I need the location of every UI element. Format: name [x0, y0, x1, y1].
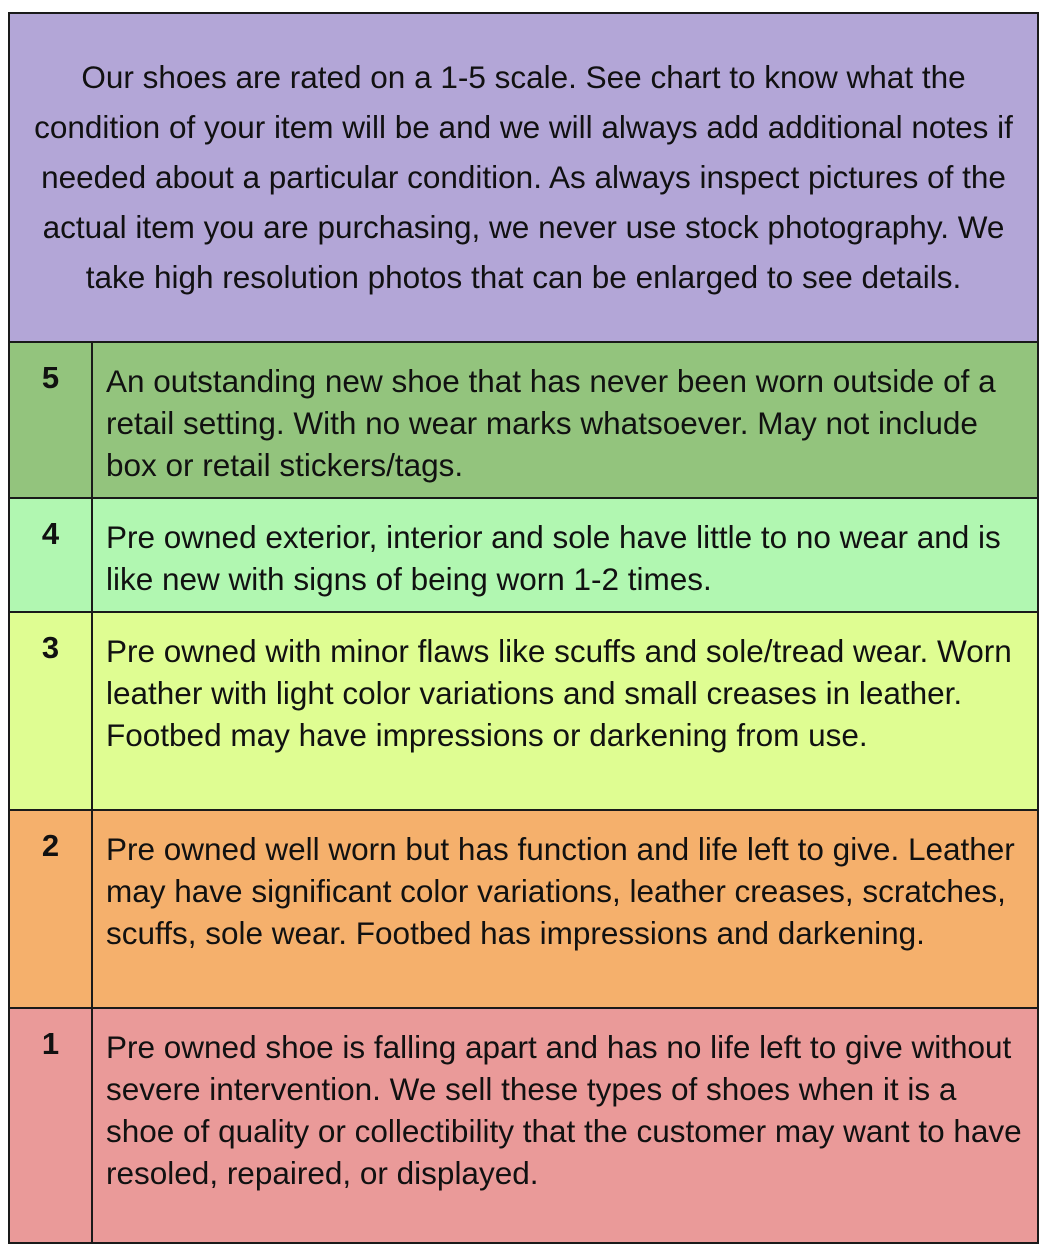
- rating-value: 5: [10, 343, 93, 497]
- rating-description: Pre owned exterior, interior and sole have little to no wear and is like new with signs of being worn 1-2 times.: [106, 519, 1001, 597]
- rating-value: 4: [10, 499, 93, 611]
- rating-description: Pre owned with minor flaws like scuffs and sole/tread wear. Worn leather with light color variations and small creases in leather. Footbed may have impressions or darkening from use.: [106, 633, 1012, 753]
- rating-row-2: [10, 811, 1037, 1009]
- intro-text: Our shoes are rated on a 1-5 scale. See chart to know what the condition of your item will be and we will always add additional notes if needed about a particular condition. As always inspect pictures of the actual item you are purchasing, we never use stock photography. We take high resolution photos that can be enlarged to see details.: [34, 58, 1013, 295]
- rating-value: 3: [10, 613, 93, 809]
- rating-description: Pre owned well worn but has function and life left to give. Leather may have significant color variations, leather creases, scratches, scuffs, sole wear. Footbed has impressions and darkening.: [106, 831, 1015, 951]
- rating-description: An outstanding new shoe that has never been worn outside of a retail setting. With no wear marks whatsoever. May not include box or retail stickers/tags.: [106, 363, 996, 483]
- intro-panel: [10, 14, 1037, 343]
- rating-row-4: [10, 499, 1037, 613]
- rating-value: 1: [10, 1009, 93, 1242]
- rating-value: 2: [10, 811, 93, 1007]
- rating-row-5: [10, 343, 1037, 499]
- condition-chart: [8, 12, 1039, 1244]
- rating-row-3: [10, 613, 1037, 811]
- rating-row-1: [10, 1009, 1037, 1242]
- rating-description: Pre owned shoe is falling apart and has no life left to give without severe intervention. We sell these types of shoes when it is a shoe of quality or collectibility that the customer may want to have resoled, repaired, or displayed.: [106, 1029, 1022, 1191]
